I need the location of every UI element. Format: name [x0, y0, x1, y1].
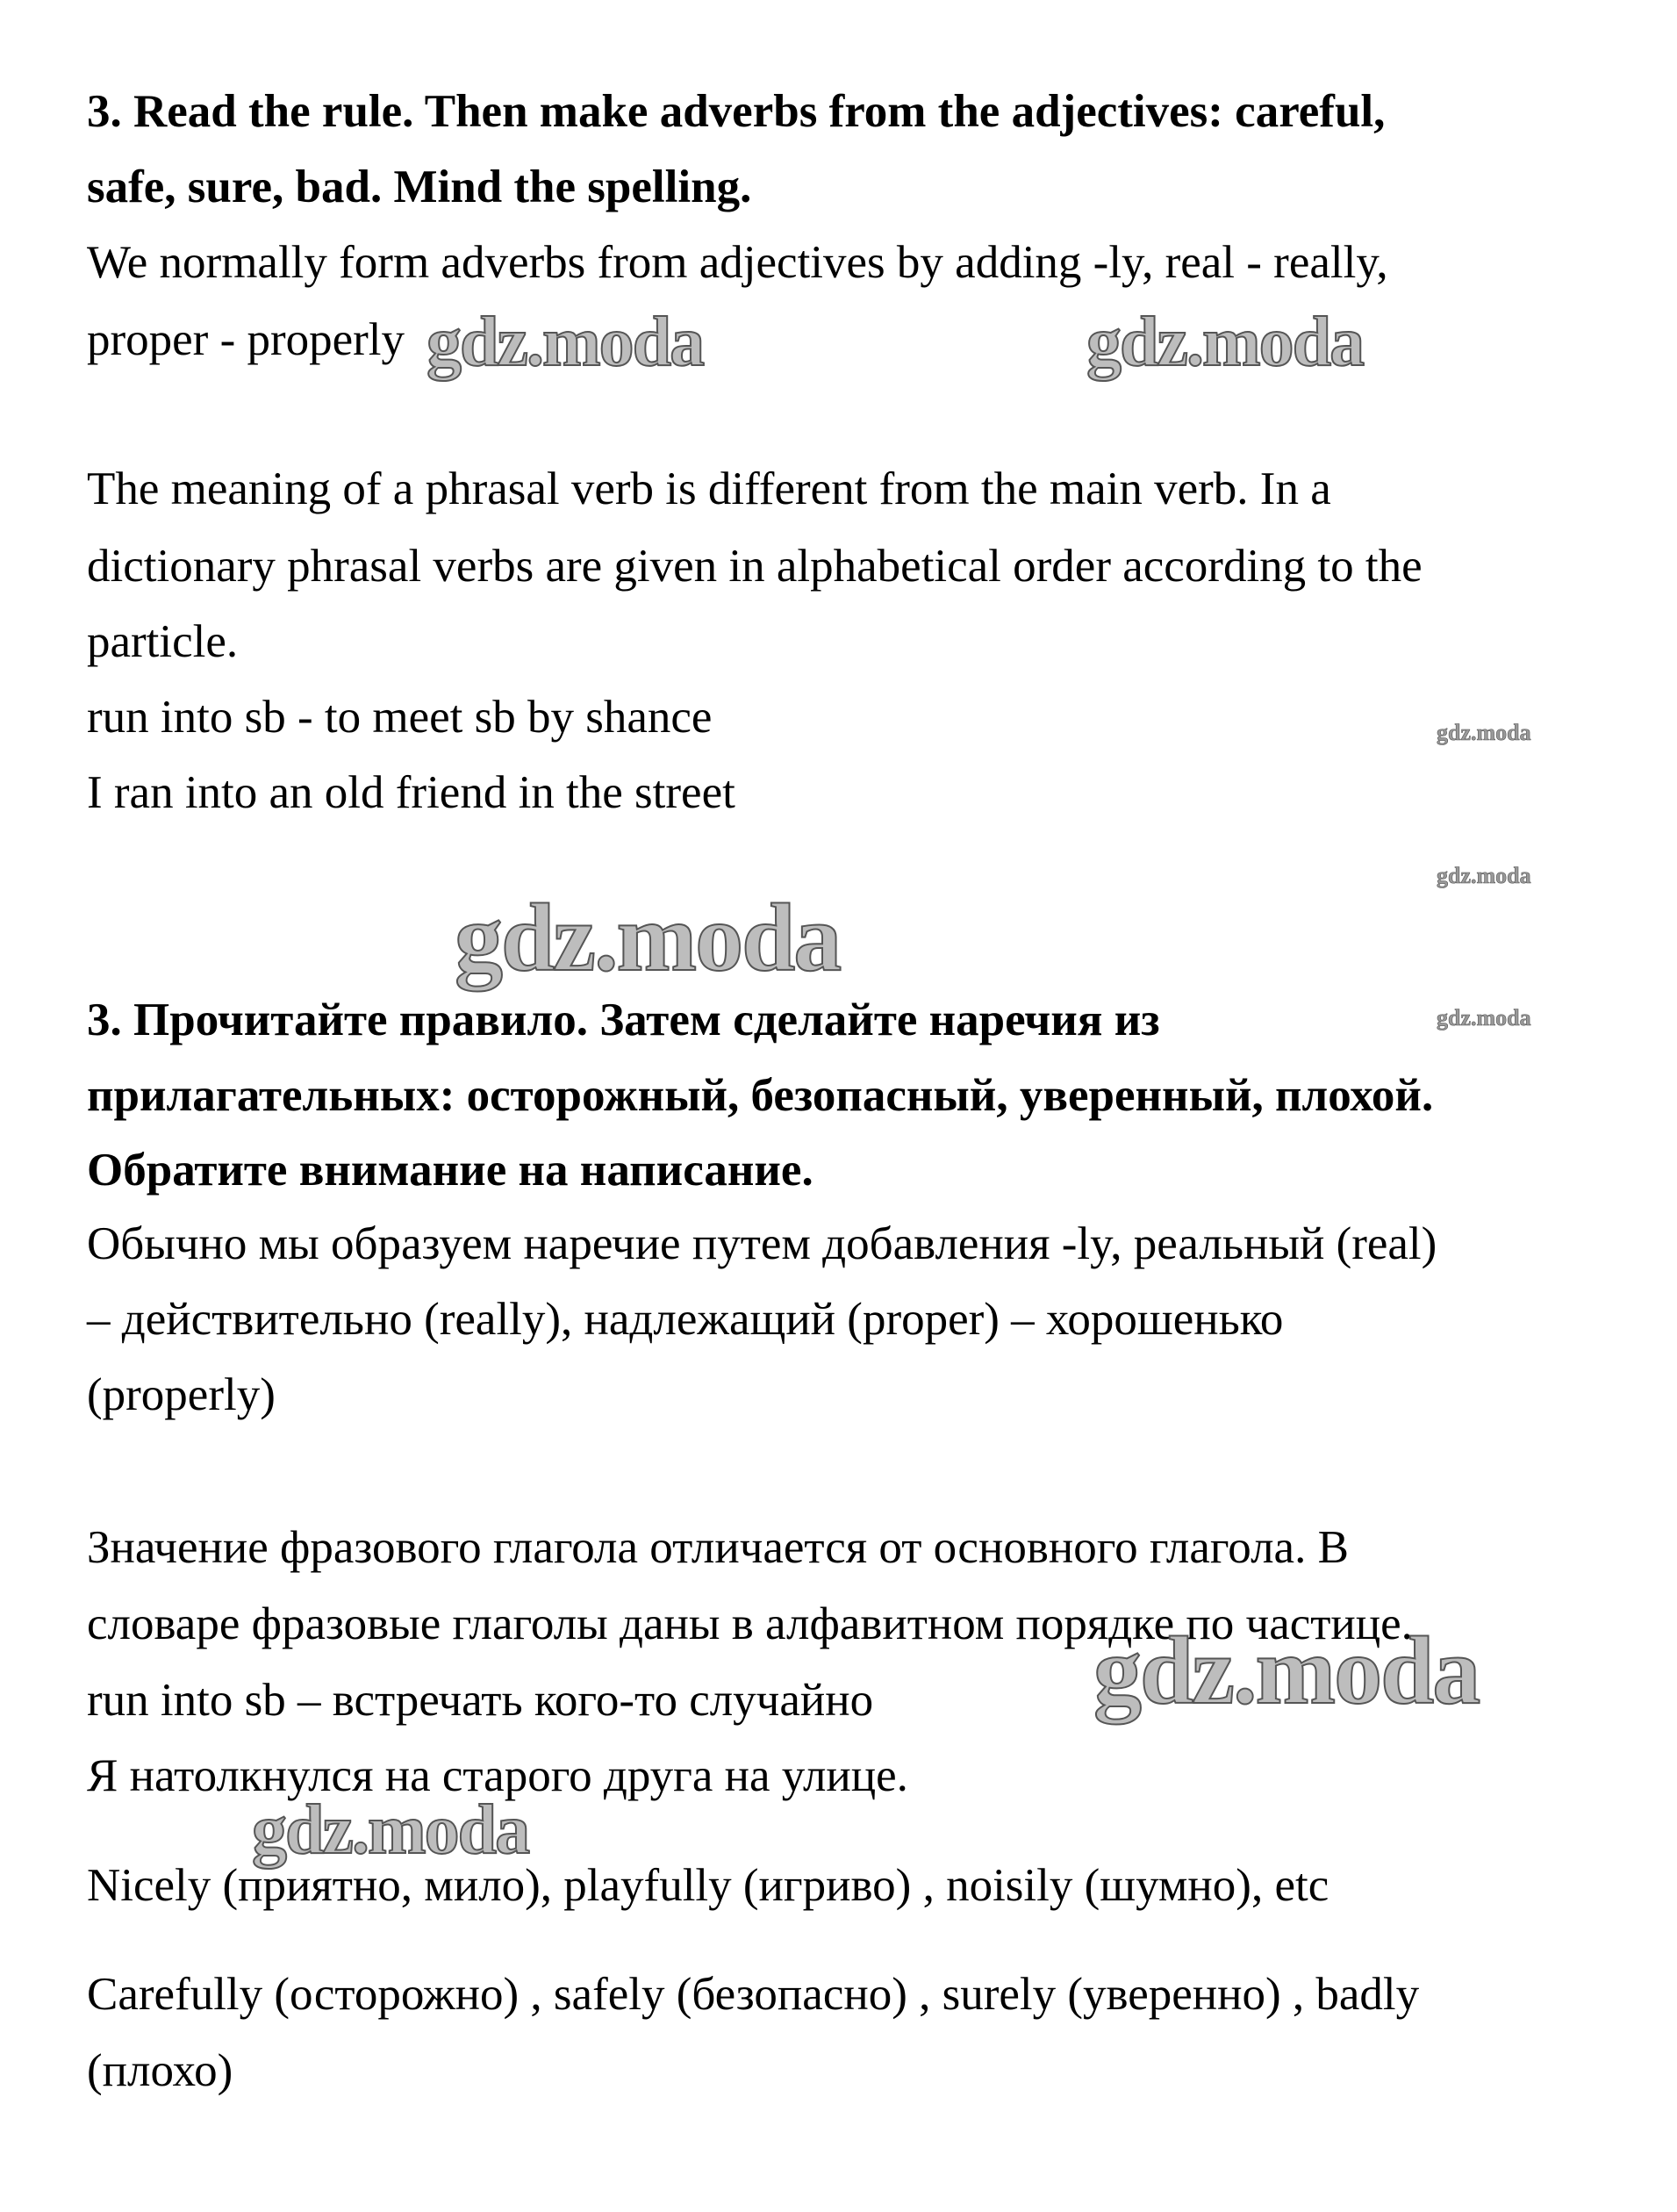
watermark: gdz.moda: [1093, 1617, 1480, 1724]
task-heading-ru: 3. Прочитайте правило. Затем сделайте наречия из: [87, 995, 1160, 1045]
phrasal-example: I ran into an old friend in the street: [87, 767, 735, 818]
task-heading: safe, sure, bad. Mind the spelling.: [87, 162, 752, 212]
watermark: gdz.moda: [1437, 720, 1531, 745]
answer-line: Nicely (приятно, мило), playfully (игриво) , noisily (шумно), etc: [87, 1860, 1329, 1911]
rule-text: We normally form adverbs from adjectives by adding -ly, real - really,: [87, 237, 1388, 288]
answer-line: Carefully (осторожно) , safely (безопасно) , surely (уверенно) , badly: [87, 1969, 1420, 2020]
phrasal-text: dictionary phrasal verbs are given in alphabetical order according to the: [87, 541, 1423, 592]
watermark: gdz.moda: [426, 304, 704, 381]
phrasal-text-ru: Значение фразового глагола отличается от основного глагола. В: [87, 1522, 1349, 1573]
rule-text-ru: – действительно (really), надлежащий (proper) – хорошенько: [87, 1294, 1284, 1345]
phrasal-example-ru: Я натолкнулся на старого друга на улице.: [87, 1750, 908, 1801]
task-heading-ru: прилагательных: осторожный, безопасный, уверенный, плохой.: [87, 1070, 1434, 1121]
watermark: gdz.moda: [455, 884, 841, 991]
rule-text-ru: (properly): [87, 1369, 276, 1420]
watermark: gdz.moda: [1086, 304, 1364, 381]
watermark: gdz.moda: [1437, 863, 1531, 888]
rule-text: proper - properly: [87, 314, 405, 365]
watermark: gdz.moda: [1437, 1005, 1531, 1031]
phrasal-example: run into sb - to meet sb by shance: [87, 692, 713, 743]
task-heading: 3. Read the rule. Then make adverbs from the adjectives: careful,: [87, 86, 1386, 137]
answer-line: (плохо): [87, 2045, 233, 2096]
phrasal-text: The meaning of a phrasal verb is different from the main verb. In a: [87, 463, 1331, 514]
rule-text-ru: Обычно мы образуем наречие путем добавления -ly, реальный (real): [87, 1218, 1437, 1269]
task-heading-ru: Обратите внимание на написание.: [87, 1145, 813, 1196]
phrasal-example-ru: run into sb – встречать кого-то случайно: [87, 1675, 874, 1726]
watermark: gdz.moda: [252, 1792, 529, 1869]
phrasal-text: particle.: [87, 616, 239, 667]
phrasal-text-ru: словаре фразовые глаголы даны в алфавитном порядке по частице.: [87, 1598, 1413, 1649]
